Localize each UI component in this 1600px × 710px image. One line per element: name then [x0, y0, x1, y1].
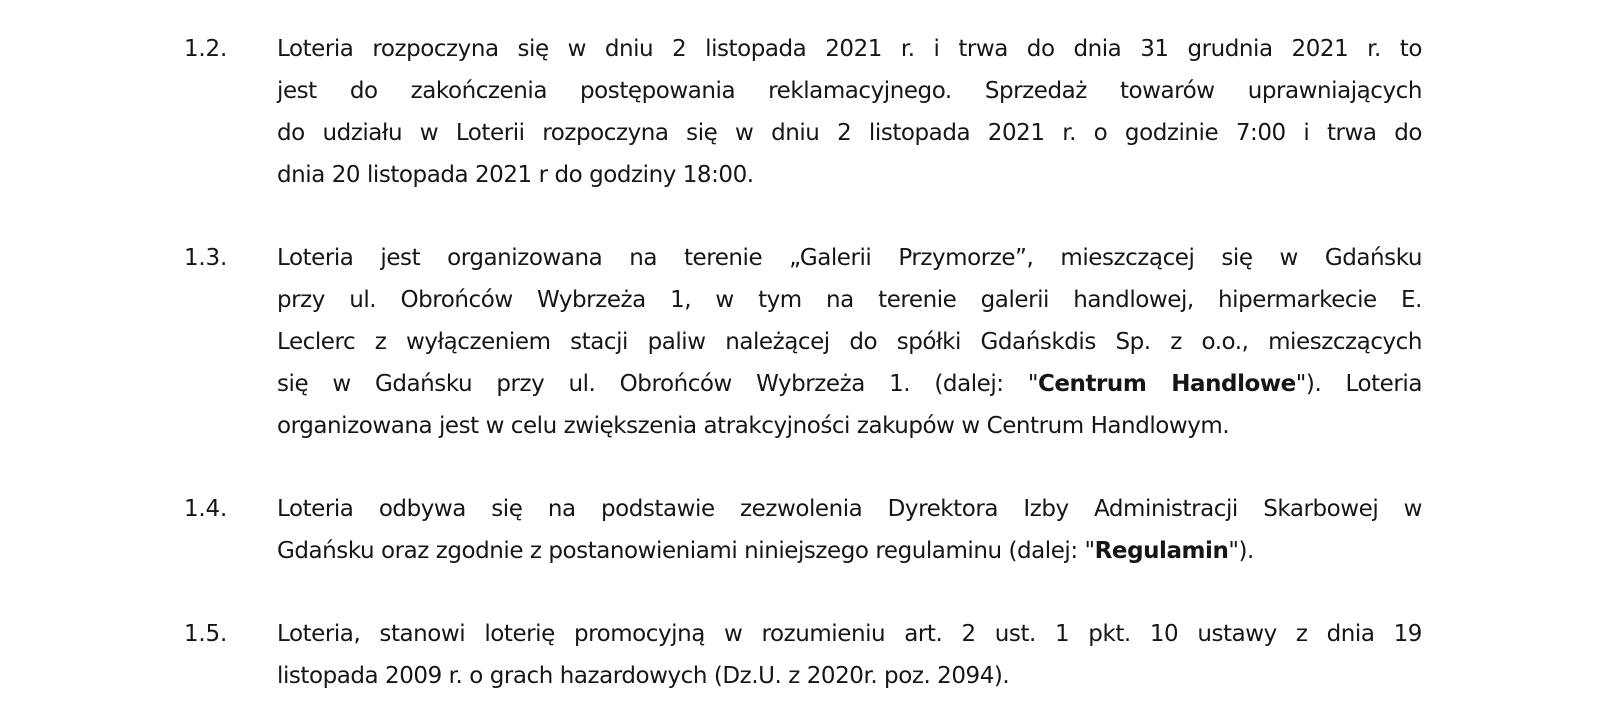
clause-text	[277, 28, 1422, 196]
text-line: Loteria, stanowi loterię promocyjną w rozumieniu art. 2 ust. 1 pkt. 10 ustawy z dnia 19	[277, 621, 1422, 647]
text-segment: "). Loteria	[1295, 371, 1422, 397]
text-line: Loteria odbywa się na podstawie zezwolenia Dyrektora Izby Administracji Skarbowej w	[277, 496, 1422, 522]
clause-text	[277, 613, 1422, 697]
clause-number: 1.3.	[184, 245, 228, 271]
text-line: Leclerc z wyłączeniem stacji paliw należącej do spółki Gdańskdis Sp. z o.o., mieszczących	[277, 329, 1422, 355]
clause-number: 1.5.	[184, 621, 228, 647]
text-line	[277, 363, 1422, 405]
text-segment: Gdańsku oraz zgodnie z postanowieniami niniejszego regulaminu (dalej: "	[277, 538, 1095, 564]
clause-text	[277, 488, 1422, 572]
text-line	[277, 530, 1422, 572]
text-line: Loteria jest organizowana na terenie „Galerii Przymorze”, mieszczącej się w Gdańsku	[277, 245, 1422, 271]
text-line: do udziału w Loterii rozpoczyna się w dniu 2 listopada 2021 r. o godzinie 7:00 i trwa do	[277, 120, 1422, 146]
text-segment: się w Gdańsku przy ul. Obrońców Wybrzeża 1. (dalej: "	[277, 371, 1038, 397]
clause-number: 1.4.	[184, 496, 228, 522]
clause-text	[277, 237, 1422, 447]
text-line: listopada 2009 r. o grach hazardowych (Dz.U. z 2020r. poz. 2094).	[277, 663, 1010, 689]
defined-term-regulamin: Regulamin	[1094, 538, 1229, 564]
text-line: przy ul. Obrońców Wybrzeża 1, w tym na terenie galerii handlowej, hipermarkecie E.	[277, 287, 1422, 313]
text-line: dnia 20 listopada 2021 r do godziny 18:00.	[277, 162, 754, 188]
text-segment: ").	[1228, 538, 1254, 564]
defined-term-centrum-handlowe: Centrum Handlowe	[1037, 371, 1296, 397]
text-line: organizowana jest w celu zwiększenia atrakcyjności zakupów w Centrum Handlowym.	[277, 413, 1230, 439]
clause-number: 1.2.	[184, 36, 228, 62]
text-line: Loteria rozpoczyna się w dniu 2 listopada 2021 r. i trwa do dnia 31 grudnia 2021 r. to	[277, 36, 1422, 62]
text-line: jest do zakończenia postępowania reklamacyjnego. Sprzedaż towarów uprawniających	[277, 78, 1422, 104]
